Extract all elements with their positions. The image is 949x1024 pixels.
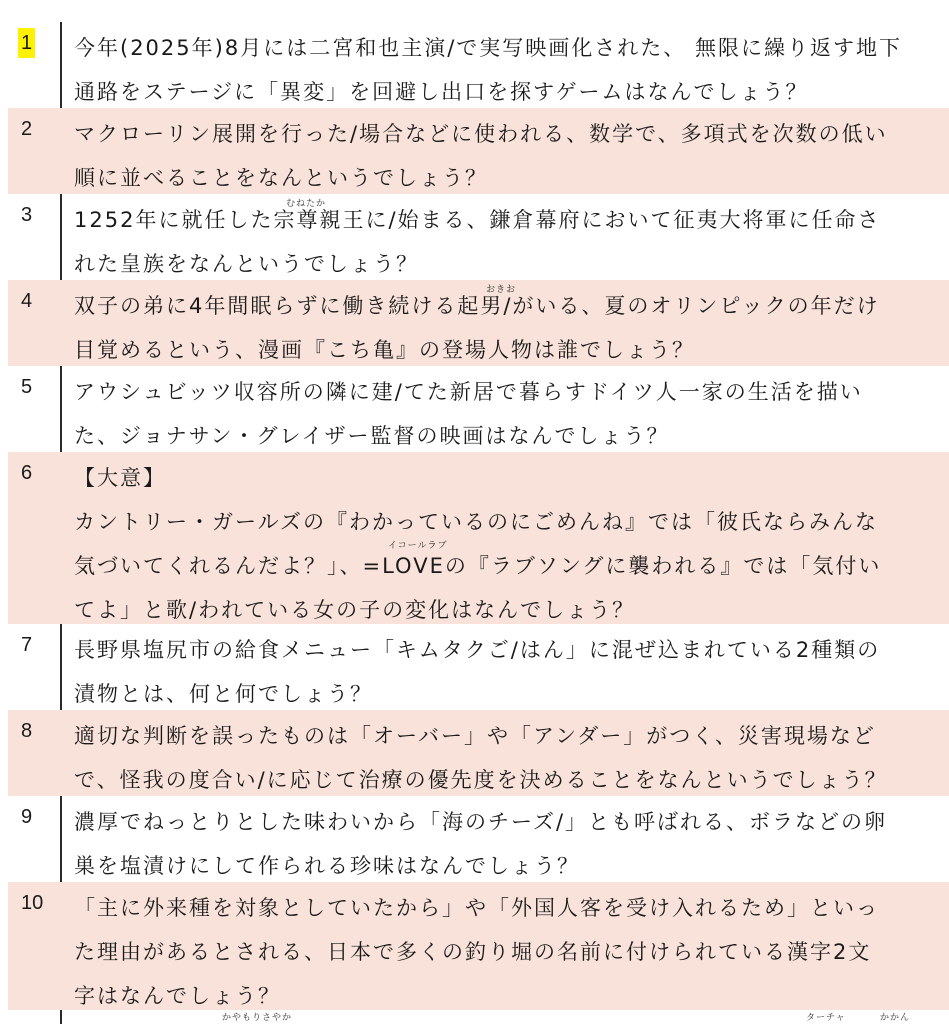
question-text [74,800,933,888]
question-line: 1252年に就任した宗尊親王に/始まる、鎌倉幕府において征夷大将軍に任命さ [74,208,881,232]
question-line: 漬物とは、何と何でしょう？ [74,682,373,706]
question-number: 2 [21,118,33,140]
question-text [74,112,933,200]
question-line: 通路をステージに「異変」を回避し出口を探すゲームはなんでしょう？ [74,80,809,104]
question-text [74,198,933,286]
ruby-annotation: ターチャ [806,1013,846,1023]
question-number: 6 [21,462,33,484]
question-line: てよ」と歌/われている女の子の変化はなんでしょう？ [74,598,636,622]
question-line: 巣を塩漬けにして作られる珍味はなんでしょう？ [74,854,580,878]
question-text [74,714,933,802]
question-text [74,370,933,458]
question-text [74,886,933,1018]
ruby-annotation: むねたか [286,199,327,209]
question-row-5 [8,366,949,452]
question-row-3 [8,194,949,280]
question-line: マクローリン展開を行った/場合などに使われる、数学で、多項式を次数の低い [74,122,888,146]
question-row-1 [8,22,949,108]
question-text [74,456,933,632]
question-line: れた皇族をなんというでしょう？ [74,252,419,276]
question-line: 今年(2025年)8月には二宮和也主演/で実写映画化された、 無限に繰り返す地下 [74,36,902,60]
question-row-7 [8,624,949,710]
question-text [74,26,933,114]
question-line: アウシュビッツ収容所の隣に建/てた新居で暮らすドイツ人一家の生活を描い [74,380,863,404]
ruby-annotation: かかん [880,1013,911,1023]
question-line: 「主に外来種を対象としていたから」や「外国人客を受け入れるため」といっ [74,896,879,920]
question-line: た、ジョナサン・グレイザー監督の映画はなんでしょう？ [74,424,670,448]
question-line: 濃厚でねっとりとした味わいから「海のチーズ/」とも呼ばれる、ボラなどの卵 [74,810,888,834]
question-line: 目覚めるという、漫画『こち亀』の登場人物は誰でしょう？ [74,338,695,362]
question-text [74,628,933,716]
ruby-annotation: おきお [486,285,517,295]
question-line: 気づいてくれるんだよ？」、=LOVEの『ラブソングに襲われる』では「気付い [74,554,882,578]
question-number: 8 [21,720,33,742]
question-line: 長野県塩尻市の給食メニュー「キムタクご/はん」に混ぜ込まれている2種類の [74,638,881,662]
question-row-2 [8,108,949,194]
question-line: 双子の弟に4年間眠らずに働き続ける起男/がいる、夏のオリンピックの年だけ [74,294,880,318]
question-row-9 [8,796,949,882]
question-line: た理由があるとされる、日本で多くの釣り堀の名前に付けられている漢字2文 [74,940,872,964]
question-line: 適切な判断を誤ったものは「オーバー」や「アンダー」がつく、災害現場など [74,724,876,748]
ruby-annotation: イコールラブ [388,541,448,551]
question-text [74,284,933,372]
question-line: カントリー・ガールズの『わかっているのにごめんね』では「彼氏ならみんな [74,510,878,534]
question-line: 字はなんでしょう？ [74,984,281,1008]
question-number: 5 [21,376,33,398]
question-row-6 [8,452,949,624]
ruby-annotation: かやもりさやか [222,1013,293,1023]
question-number: 3 [21,204,33,226]
question-line: で、怪我の度合い/に応じて治療の優先度を決めることをなんというでしょう？ [74,768,888,792]
question-number: 9 [21,806,33,828]
question-heading: 【大意】 [74,466,166,490]
question-number: 7 [21,634,33,656]
question-row-4 [8,280,949,366]
question-number: 1 [18,28,35,58]
question-number: 10 [21,892,44,914]
question-row-10 [8,882,949,1010]
question-line: 順に並べることをなんというでしょう？ [74,166,488,190]
question-row-8 [8,710,949,796]
question-number: 4 [21,290,33,312]
